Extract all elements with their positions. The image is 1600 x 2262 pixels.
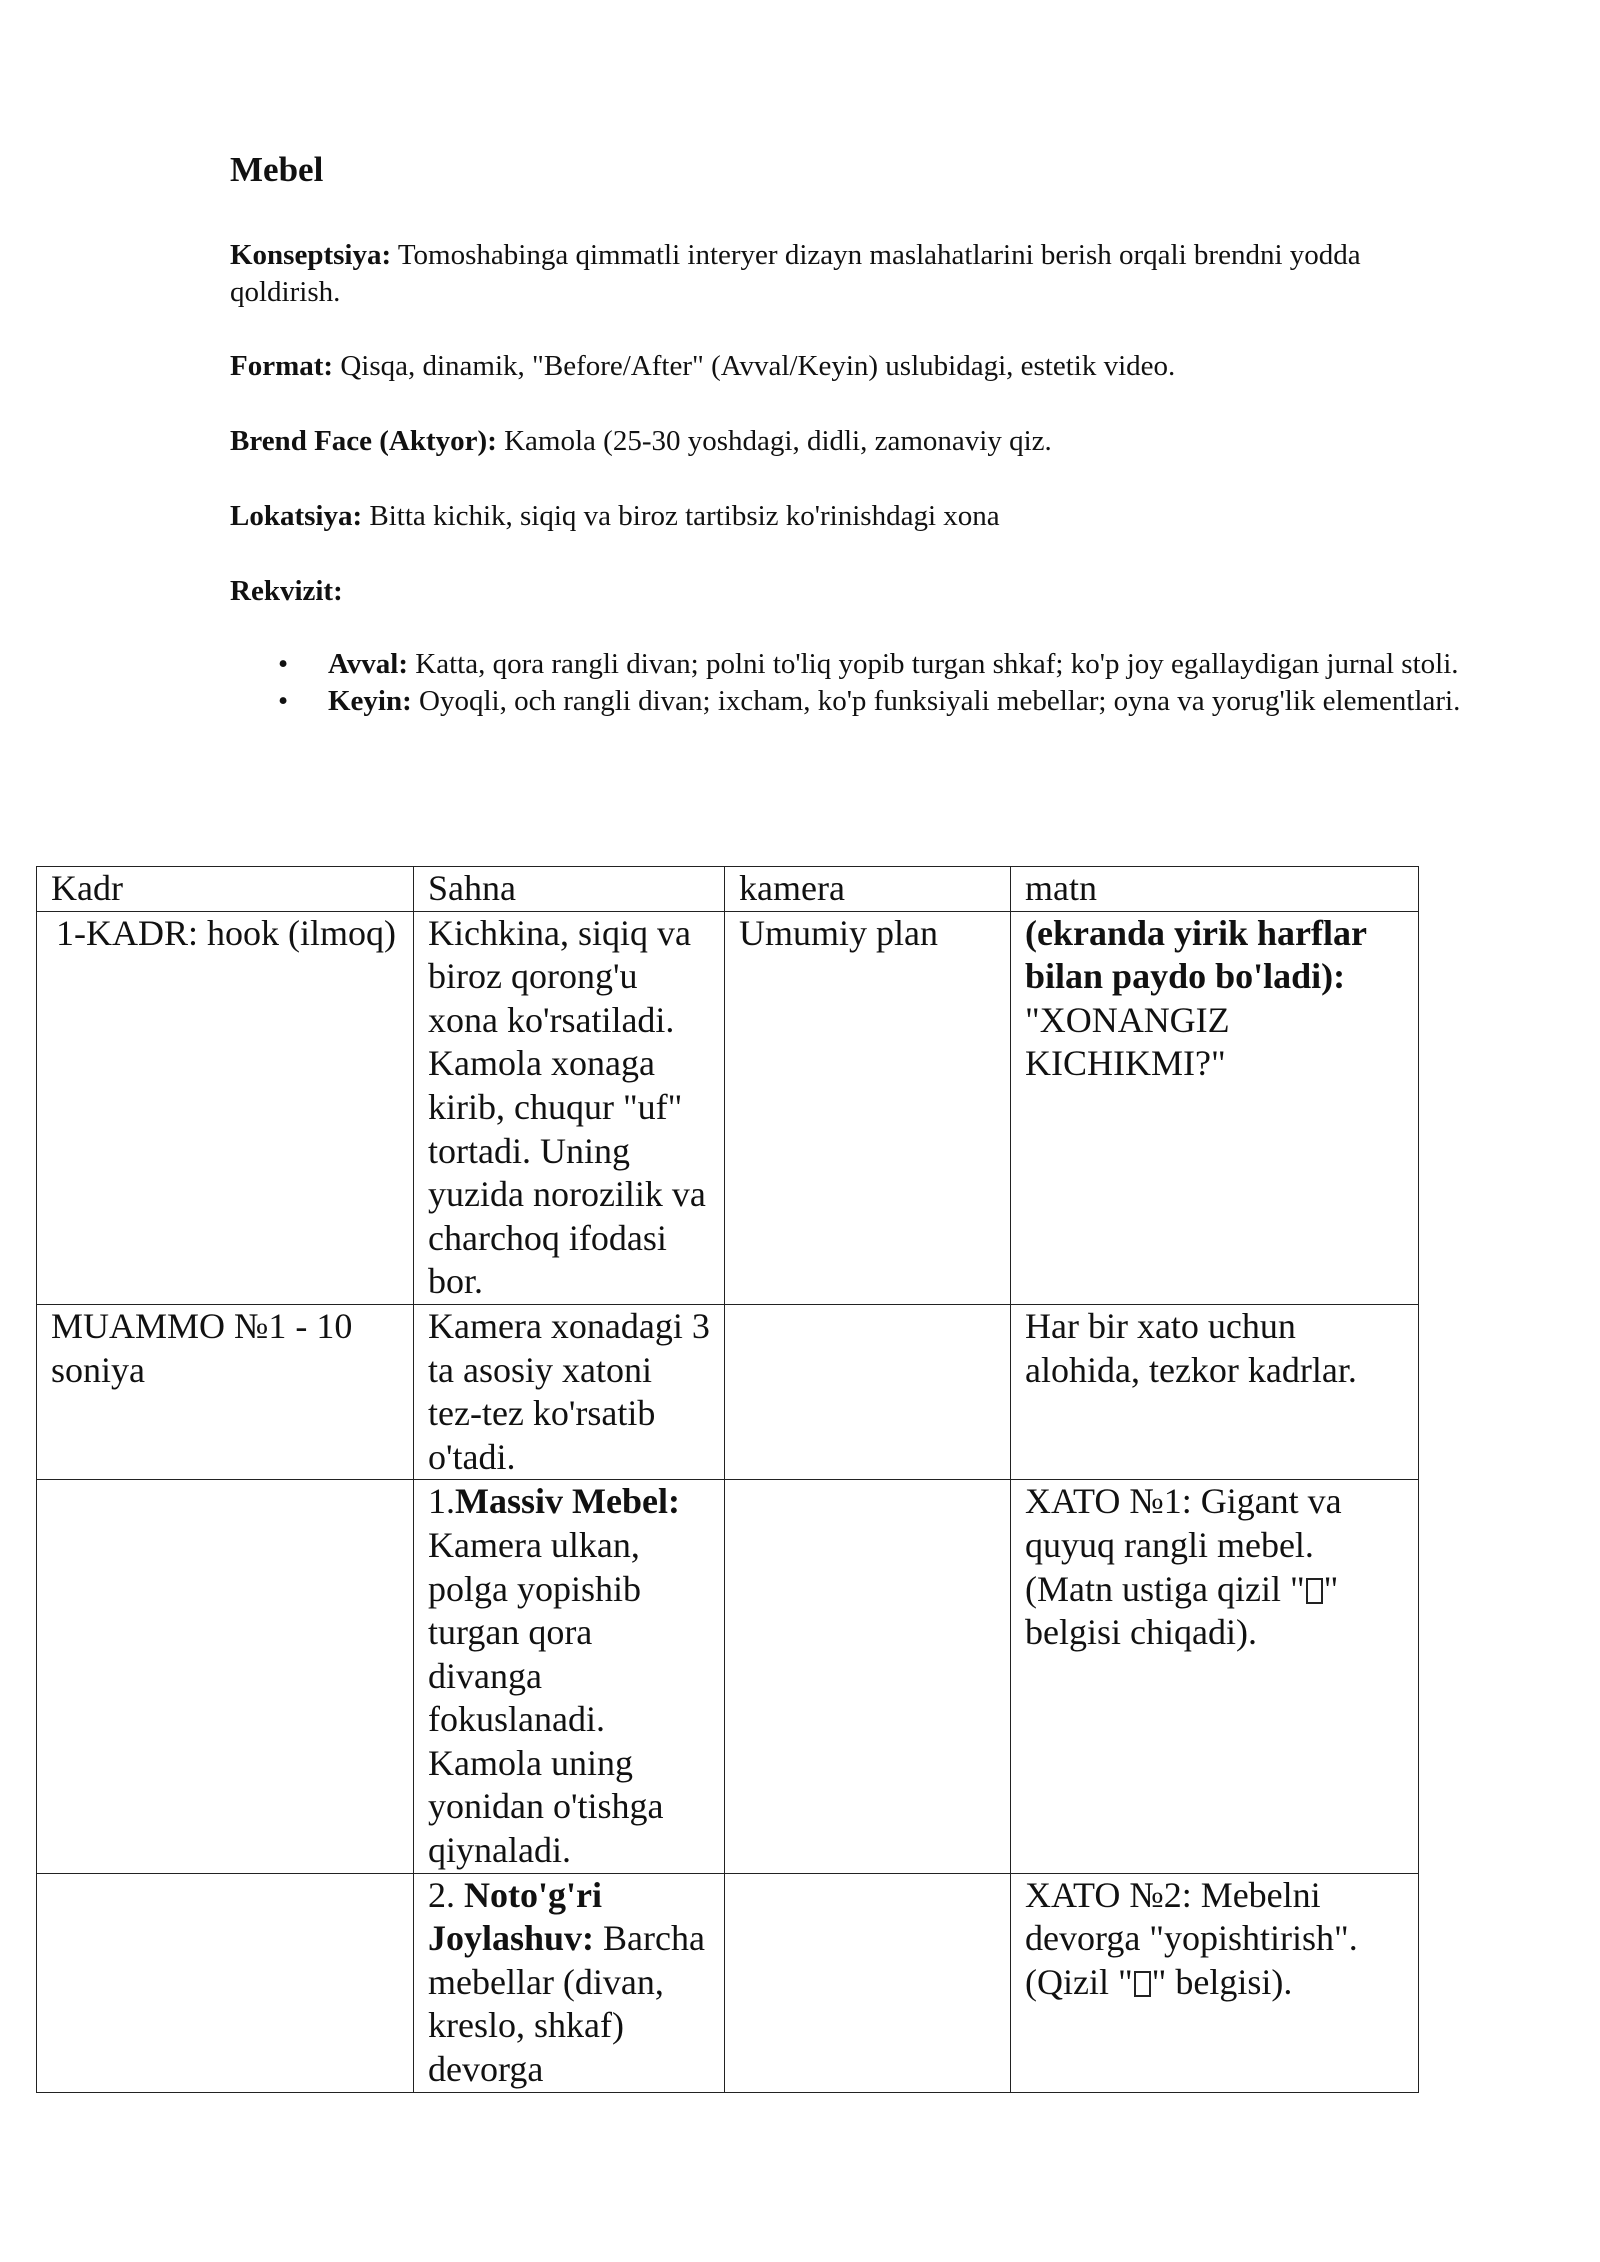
- column-header-kamera: kamera: [725, 867, 1011, 912]
- kamera-cell: [725, 1873, 1011, 2092]
- bullet-label: Avval:: [328, 648, 409, 680]
- column-header-sahna: Sahna: [414, 867, 725, 912]
- kamera-cell: Umumiy plan: [725, 911, 1011, 1304]
- table-row: [37, 1304, 1419, 1479]
- matn-cell: [1011, 911, 1419, 1304]
- list-item: [230, 646, 1470, 683]
- kamera-cell: [725, 1480, 1011, 1873]
- sahna-cell: [414, 1480, 725, 1873]
- table-row: [37, 1480, 1419, 1873]
- concept-label: Konseptsiya:: [230, 239, 392, 271]
- props-heading: [230, 573, 1460, 610]
- location-paragraph: [230, 498, 1460, 535]
- table-row: [37, 1873, 1419, 2092]
- location-text: Bitta kichik, siqiq va biroz tartibsiz ko'rinishdagi xona: [362, 500, 1000, 532]
- table-header-row: [37, 867, 1419, 912]
- bullet-icon: •: [278, 648, 289, 680]
- missing-glyph-icon: [1134, 1971, 1151, 1997]
- bullet-label: Keyin:: [328, 685, 412, 717]
- matn-text-end: " belgisi chiqadi).: [1025, 1568, 1339, 1653]
- matn-cell: [1011, 1873, 1419, 2092]
- kadr-cell: [37, 1873, 414, 2092]
- document-title: Mebel: [230, 150, 324, 189]
- props-label: Rekvizit:: [230, 575, 343, 607]
- kadr-cell: [37, 1480, 414, 1873]
- kadr-cell: MUAMMO №1 - 10 soniya: [37, 1304, 414, 1479]
- missing-glyph-icon: [1306, 1578, 1323, 1604]
- column-header-matn: matn: [1011, 867, 1419, 912]
- matn-text-end: " belgisi).: [1151, 1961, 1293, 2002]
- brand-face-text: Kamola (25-30 yoshdagi, didli, zamonaviy qiz.: [496, 425, 1052, 457]
- sahna-cell: Kichkina, siqiq va biroz qorong'u xona ko'rsatiladi. Kamola xonaga kirib, chuqur "uf" tortadi. Uning yuzida norozilik va charchoq ifodasi bor.: [414, 911, 725, 1304]
- bullet-text: Katta, qora rangli divan; polni to'liq yopib turgan shkaf; ko'p joy egallaydigan jurnal stoli.: [408, 648, 1459, 680]
- table-row: [37, 911, 1419, 1304]
- matn-text-start: XATO №1: Gigant va quyuq rangli mebel. (Matn ustiga qizil ": [1025, 1481, 1342, 1609]
- location-label: Lokatsiya:: [230, 500, 363, 532]
- sahna-cell: Kamera xonadagi 3 ta asosiy xatoni tez-tez ko'rsatib o'tadi.: [414, 1304, 725, 1479]
- kamera-cell: [725, 1304, 1011, 1479]
- concept-text: Tomoshabinga qimmatli interyer dizayn maslahatlarini berish orqali brendni yodda qoldirish.: [230, 239, 1361, 308]
- brand-face-label: Brend Face (Aktyor):: [230, 425, 497, 457]
- sahna-bold-text: Noto'g'ri Joylashuv:: [428, 1874, 602, 1959]
- matn-text: "XONANGIZ KICHIKMI?": [1025, 999, 1230, 1084]
- bullet-icon: •: [278, 685, 289, 717]
- kadr-cell: 1-KADR: hook (ilmoq): [37, 911, 414, 1304]
- matn-cell: Har bir xato uchun alohida, tezkor kadrlar.: [1011, 1304, 1419, 1479]
- sahna-prefix: 2.: [428, 1874, 464, 1915]
- bullet-text: Oyoqli, och rangli divan; ixcham, ko'p funksiyali mebellar; oyna va yorug'lik elementlari.: [411, 685, 1461, 717]
- format-text: Qisqa, dinamik, "Before/After" (Avval/Keyin) uslubidagi, estetik video.: [333, 350, 1176, 382]
- matn-cell: [1011, 1480, 1419, 1873]
- scene-table: [36, 866, 1419, 2093]
- sahna-prefix: 1.: [428, 1481, 455, 1522]
- matn-text-start: XATO №2: Mebelni devorga "yopishtirish". (Qizil ": [1025, 1874, 1358, 2002]
- sahna-bold-text: Massiv Mebel:: [455, 1481, 680, 1522]
- list-item: [230, 683, 1470, 720]
- sahna-text: Kamera ulkan, polga yopishib turgan qora divanga fokuslanadi. Kamola uning yonidan o'tishga qiynaladi.: [428, 1524, 664, 1871]
- brand-face-paragraph: [230, 423, 1460, 460]
- props-list: [230, 646, 1470, 720]
- format-paragraph: [230, 348, 1460, 385]
- sahna-cell: [414, 1873, 725, 2092]
- format-label: Format:: [230, 350, 334, 382]
- sahna-text: Barcha mebellar (divan, kreslo, shkaf) devorga: [428, 1918, 705, 2090]
- column-header-kadr: Kadr: [37, 867, 414, 912]
- concept-paragraph: [230, 237, 1460, 311]
- matn-bold-text: (ekranda yirik harflar bilan paydo bo'ladi):: [1025, 912, 1367, 997]
